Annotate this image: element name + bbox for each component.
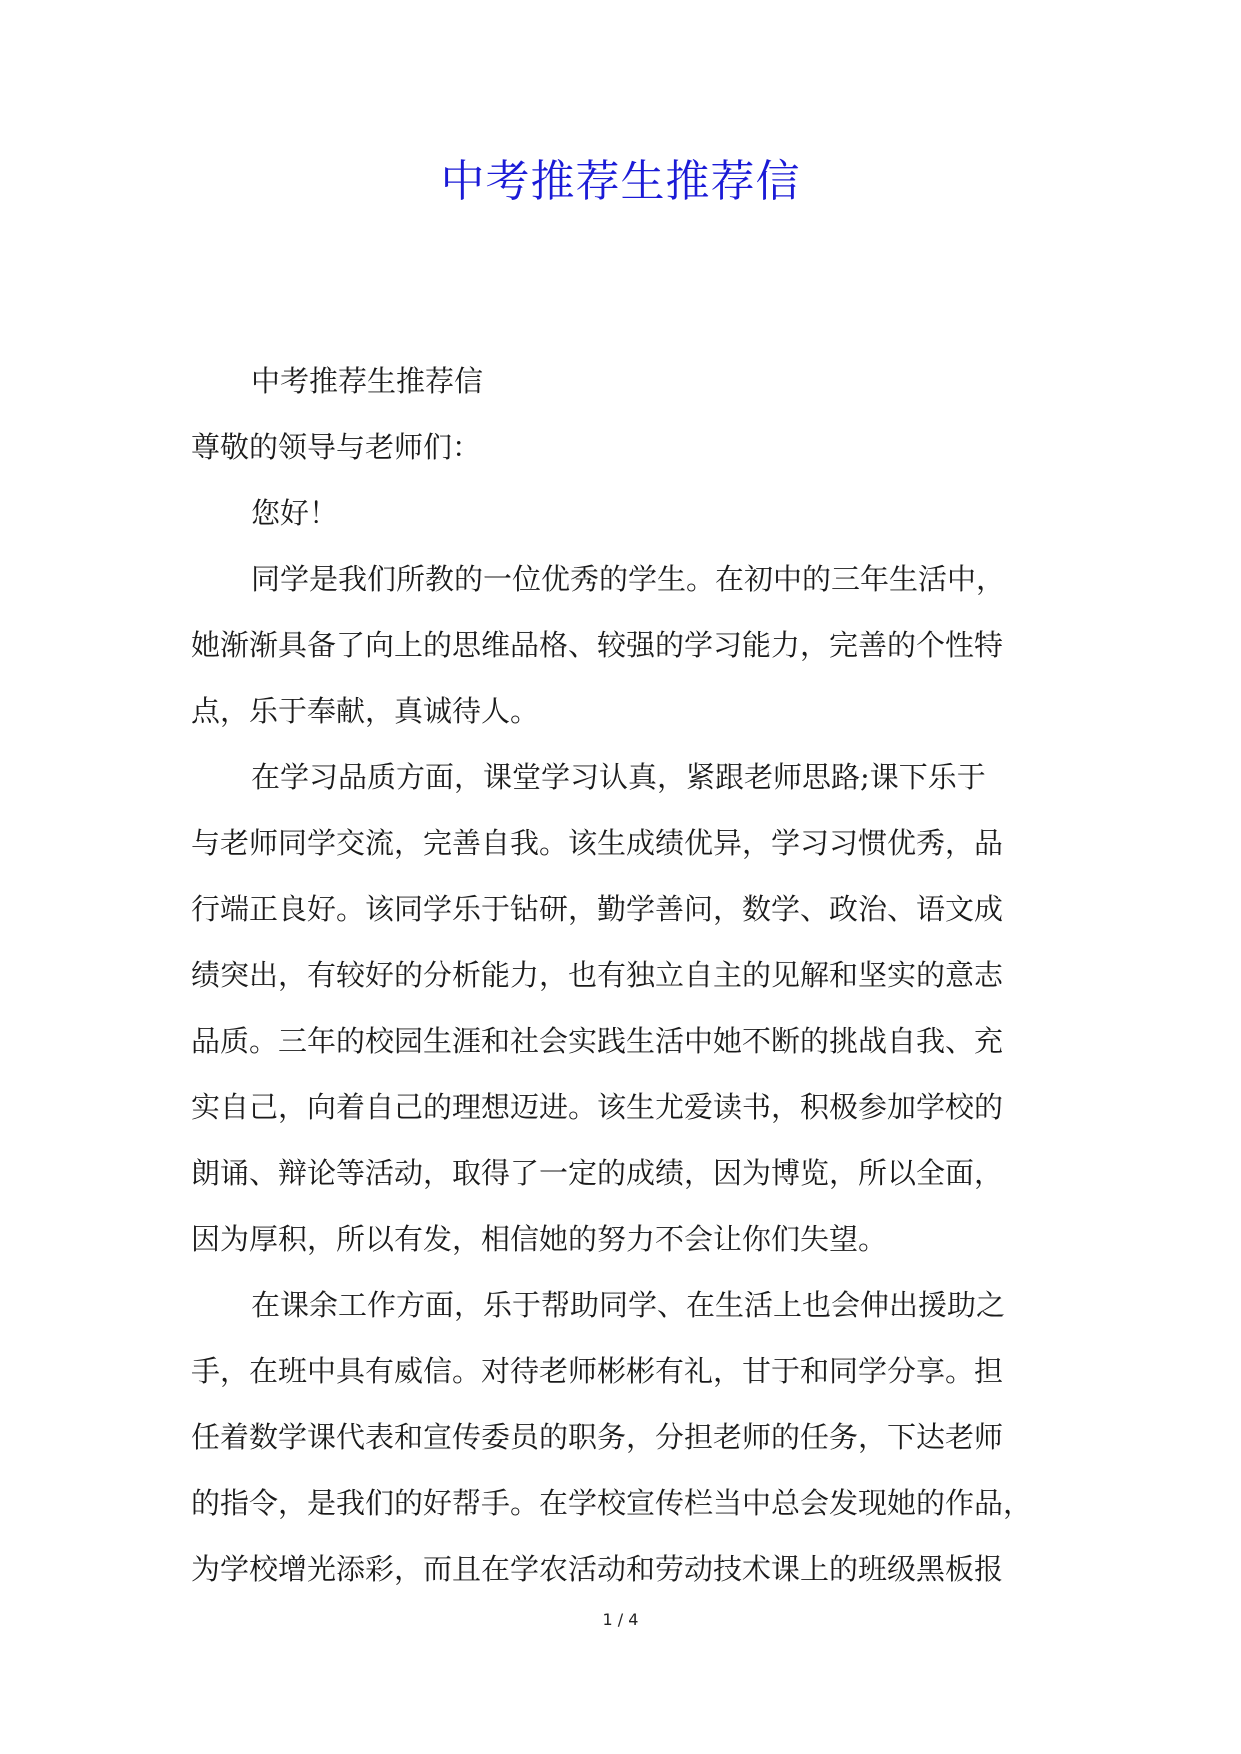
paragraph-line: 品质。三年的校园生涯和社会实践生活中她不断的挑战自我、充 — [191, 1024, 1004, 1058]
paragraph-line: 实自己，向着自己的理想迈进。该生尤爱读书，积极参加学校的 — [191, 1090, 1004, 1124]
paragraph-line: 点，乐于奉献，真诚待人。 — [191, 694, 540, 728]
letter-heading: 中考推荐生推荐信 — [251, 364, 484, 398]
paragraph-line: 行端正良好。该同学乐于钻研，勤学善问，数学、政治、语文成 — [191, 892, 1004, 926]
paragraph-line: 的指令，是我们的好帮手。在学校宣传栏当中总会发现她的作品， — [191, 1486, 1033, 1520]
paragraph-line: 她渐渐具备了向上的思维品格、较强的学习能力，完善的个性特 — [191, 628, 1004, 662]
paragraph-line: 在课余工作方面，乐于帮助同学、在生活上也会伸出援助之 — [251, 1288, 1006, 1322]
greeting: 您好！ — [251, 496, 339, 530]
paragraph-line: 任着数学课代表和宣传委员的职务，分担老师的任务，下达老师 — [191, 1420, 1004, 1454]
paragraph-line: 因为厚积，所以有发，相信她的努力不会让你们失望。 — [191, 1222, 888, 1256]
document-title: 中考推荐生推荐信 — [440, 156, 801, 207]
paragraph-line: 在学习品质方面，课堂学习认真，紧跟老师思路;课下乐于 — [251, 760, 986, 794]
paragraph-line: 朗诵、辩论等活动，取得了一定的成绩，因为博览，所以全面， — [191, 1156, 1004, 1190]
paragraph-line: 同学是我们所教的一位优秀的学生。在初中的三年生活中， — [251, 562, 1006, 596]
salutation: 尊敬的领导与老师们： — [191, 430, 482, 464]
page-number: 1 / 4 — [602, 1610, 639, 1629]
letter-body — [191, 348, 1056, 1602]
paragraph-line: 绩突出，有较好的分析能力，也有独立自主的见解和坚实的意志 — [191, 958, 1004, 992]
paragraph-line: 为学校增光添彩，而且在学农活动和劳动技术课上的班级黑板报 — [191, 1552, 1004, 1586]
paragraph-line: 手，在班中具有威信。对待老师彬彬有礼，甘于和同学分享。担 — [191, 1354, 1004, 1388]
paragraph-line: 与老师同学交流，完善自我。该生成绩优异，学习习惯优秀，品 — [191, 826, 1004, 860]
